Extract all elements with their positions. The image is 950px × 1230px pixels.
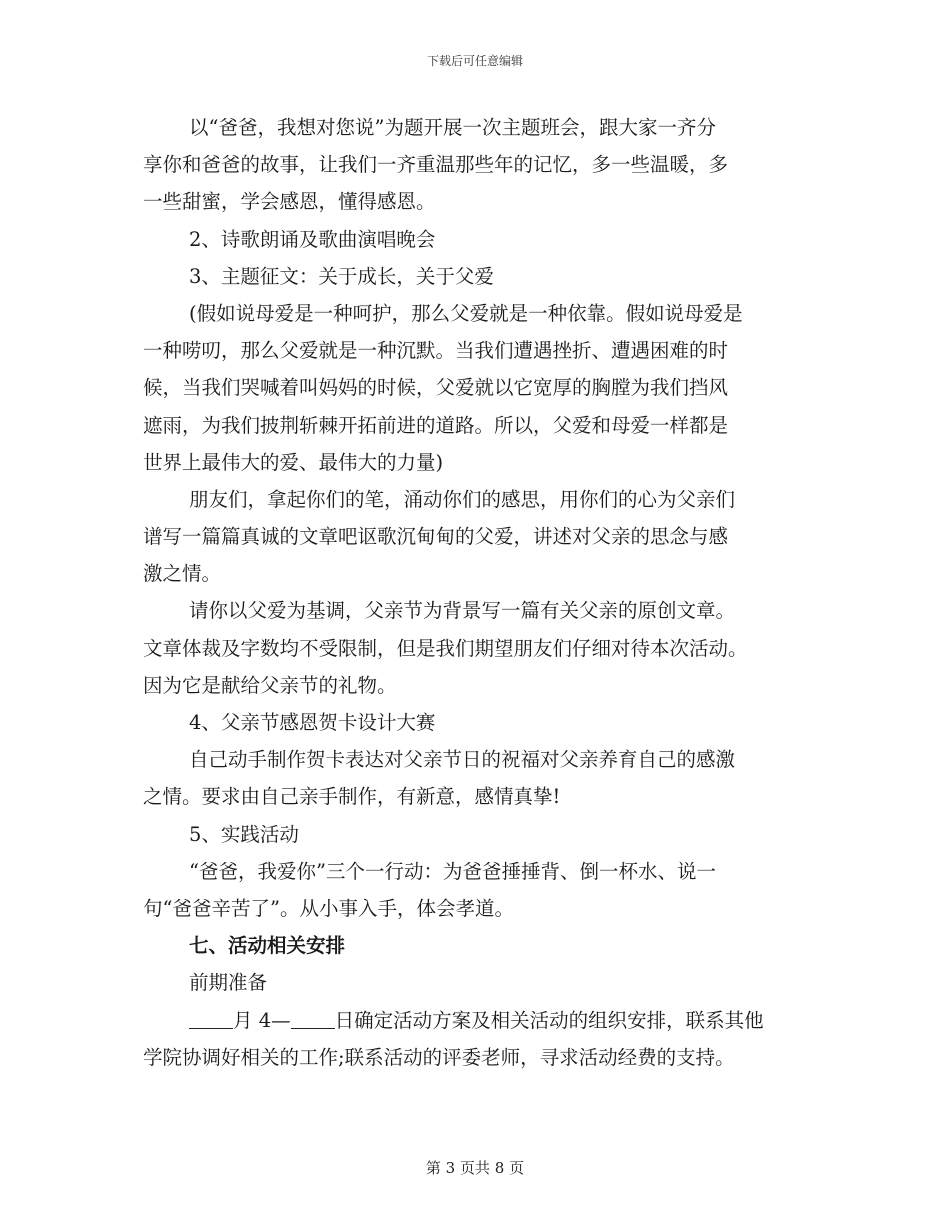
text-line: 以“爸爸，我想对您说”为题开展一次主题班会，跟大家一齐分 bbox=[189, 116, 716, 139]
text-line: 前期准备 bbox=[189, 971, 268, 995]
page-header: 下载后可任意编辑 bbox=[426, 54, 523, 68]
text-line: 激之情。 bbox=[143, 562, 222, 586]
document-body bbox=[143, 109, 808, 1076]
text-line: 一些甜蜜，学会感恩，懂得感恩。 bbox=[143, 190, 436, 214]
text-line: 遮雨，为我们披荆斩棘开拓前进的道路。所以，父爱和母爱一样都是 bbox=[143, 413, 729, 437]
schedule-text: 日确定活动方案及相关活动的组织安排，联系其他 bbox=[334, 1008, 764, 1032]
text-line: 2、诗歌朗诵及歌曲演唱晚会 bbox=[189, 227, 436, 251]
text-line: 因为它是献给父亲节的礼物。 bbox=[143, 673, 397, 697]
text-line: 4、父亲节感恩贺卡设计大赛 bbox=[189, 711, 436, 734]
text-line: 3、主题征文：关于成长，关于父爱 bbox=[189, 264, 494, 288]
text-line: 一种唠叨，那么父爱就是一种沉默。当我们遭遇挫折、遭遇困难的时 bbox=[143, 339, 729, 363]
text-line: “爸爸，我爱你”三个一行动：为爸爸捶捶背、倒一杯水、说一 bbox=[189, 859, 716, 883]
text-line: 谱写一篇篇真诚的文章吧讴歌沉甸甸的父爱，讲述对父亲的思念与感 bbox=[143, 525, 729, 549]
schedule-line-2: 学院协调好相关的工作;联系活动的评委老师，寻求活动经费的支持。 bbox=[143, 1045, 735, 1069]
text-line: 朋友们，拿起你们的笔，涌动你们的感思，用你们的心为父亲们 bbox=[189, 487, 736, 511]
text-line: 候，当我们哭喊着叫妈妈的时候，父爱就以它宽厚的胸膛为我们挡风 bbox=[143, 376, 729, 400]
text-line: 请你以父爱为基调，父亲节为背景写一篇有关父亲的原创文章。 bbox=[189, 599, 736, 623]
schedule-line-1 bbox=[143, 1002, 808, 1039]
blank-month bbox=[189, 1010, 233, 1029]
text-line: 世界上最伟大的爱、最伟大的力量) bbox=[143, 450, 444, 474]
text-line: 5、实践活动 bbox=[189, 822, 299, 846]
section-heading: 七、活动相关安排 bbox=[189, 934, 346, 958]
text-line: 之情。要求由自己亲手制作，有新意，感情真挚! bbox=[143, 785, 561, 809]
paragraph-lines bbox=[143, 109, 808, 1002]
text-line: (假如说母爱是一种呵护，那么父爱就是一种依靠。假如说母爱是 bbox=[189, 301, 743, 325]
page-footer: 第 3 页共 8 页 bbox=[425, 1159, 525, 1177]
text-line: 句“爸爸辛苦了”。从小事入手，体会孝道。 bbox=[143, 896, 514, 920]
text-line: 享你和爸爸的故事，让我们一齐重温那些年的记忆，多一些温暖，多 bbox=[143, 153, 729, 177]
schedule-month-label: 月 4— bbox=[233, 1008, 291, 1032]
blank-day bbox=[291, 1010, 335, 1029]
text-line: 文章体裁及字数均不受限制，但是我们期望朋友们仔细对待本次活动。 bbox=[143, 636, 748, 660]
text-line: 自己动手制作贺卡表达对父亲节日的祝福对父亲养育自己的感激 bbox=[189, 748, 736, 772]
